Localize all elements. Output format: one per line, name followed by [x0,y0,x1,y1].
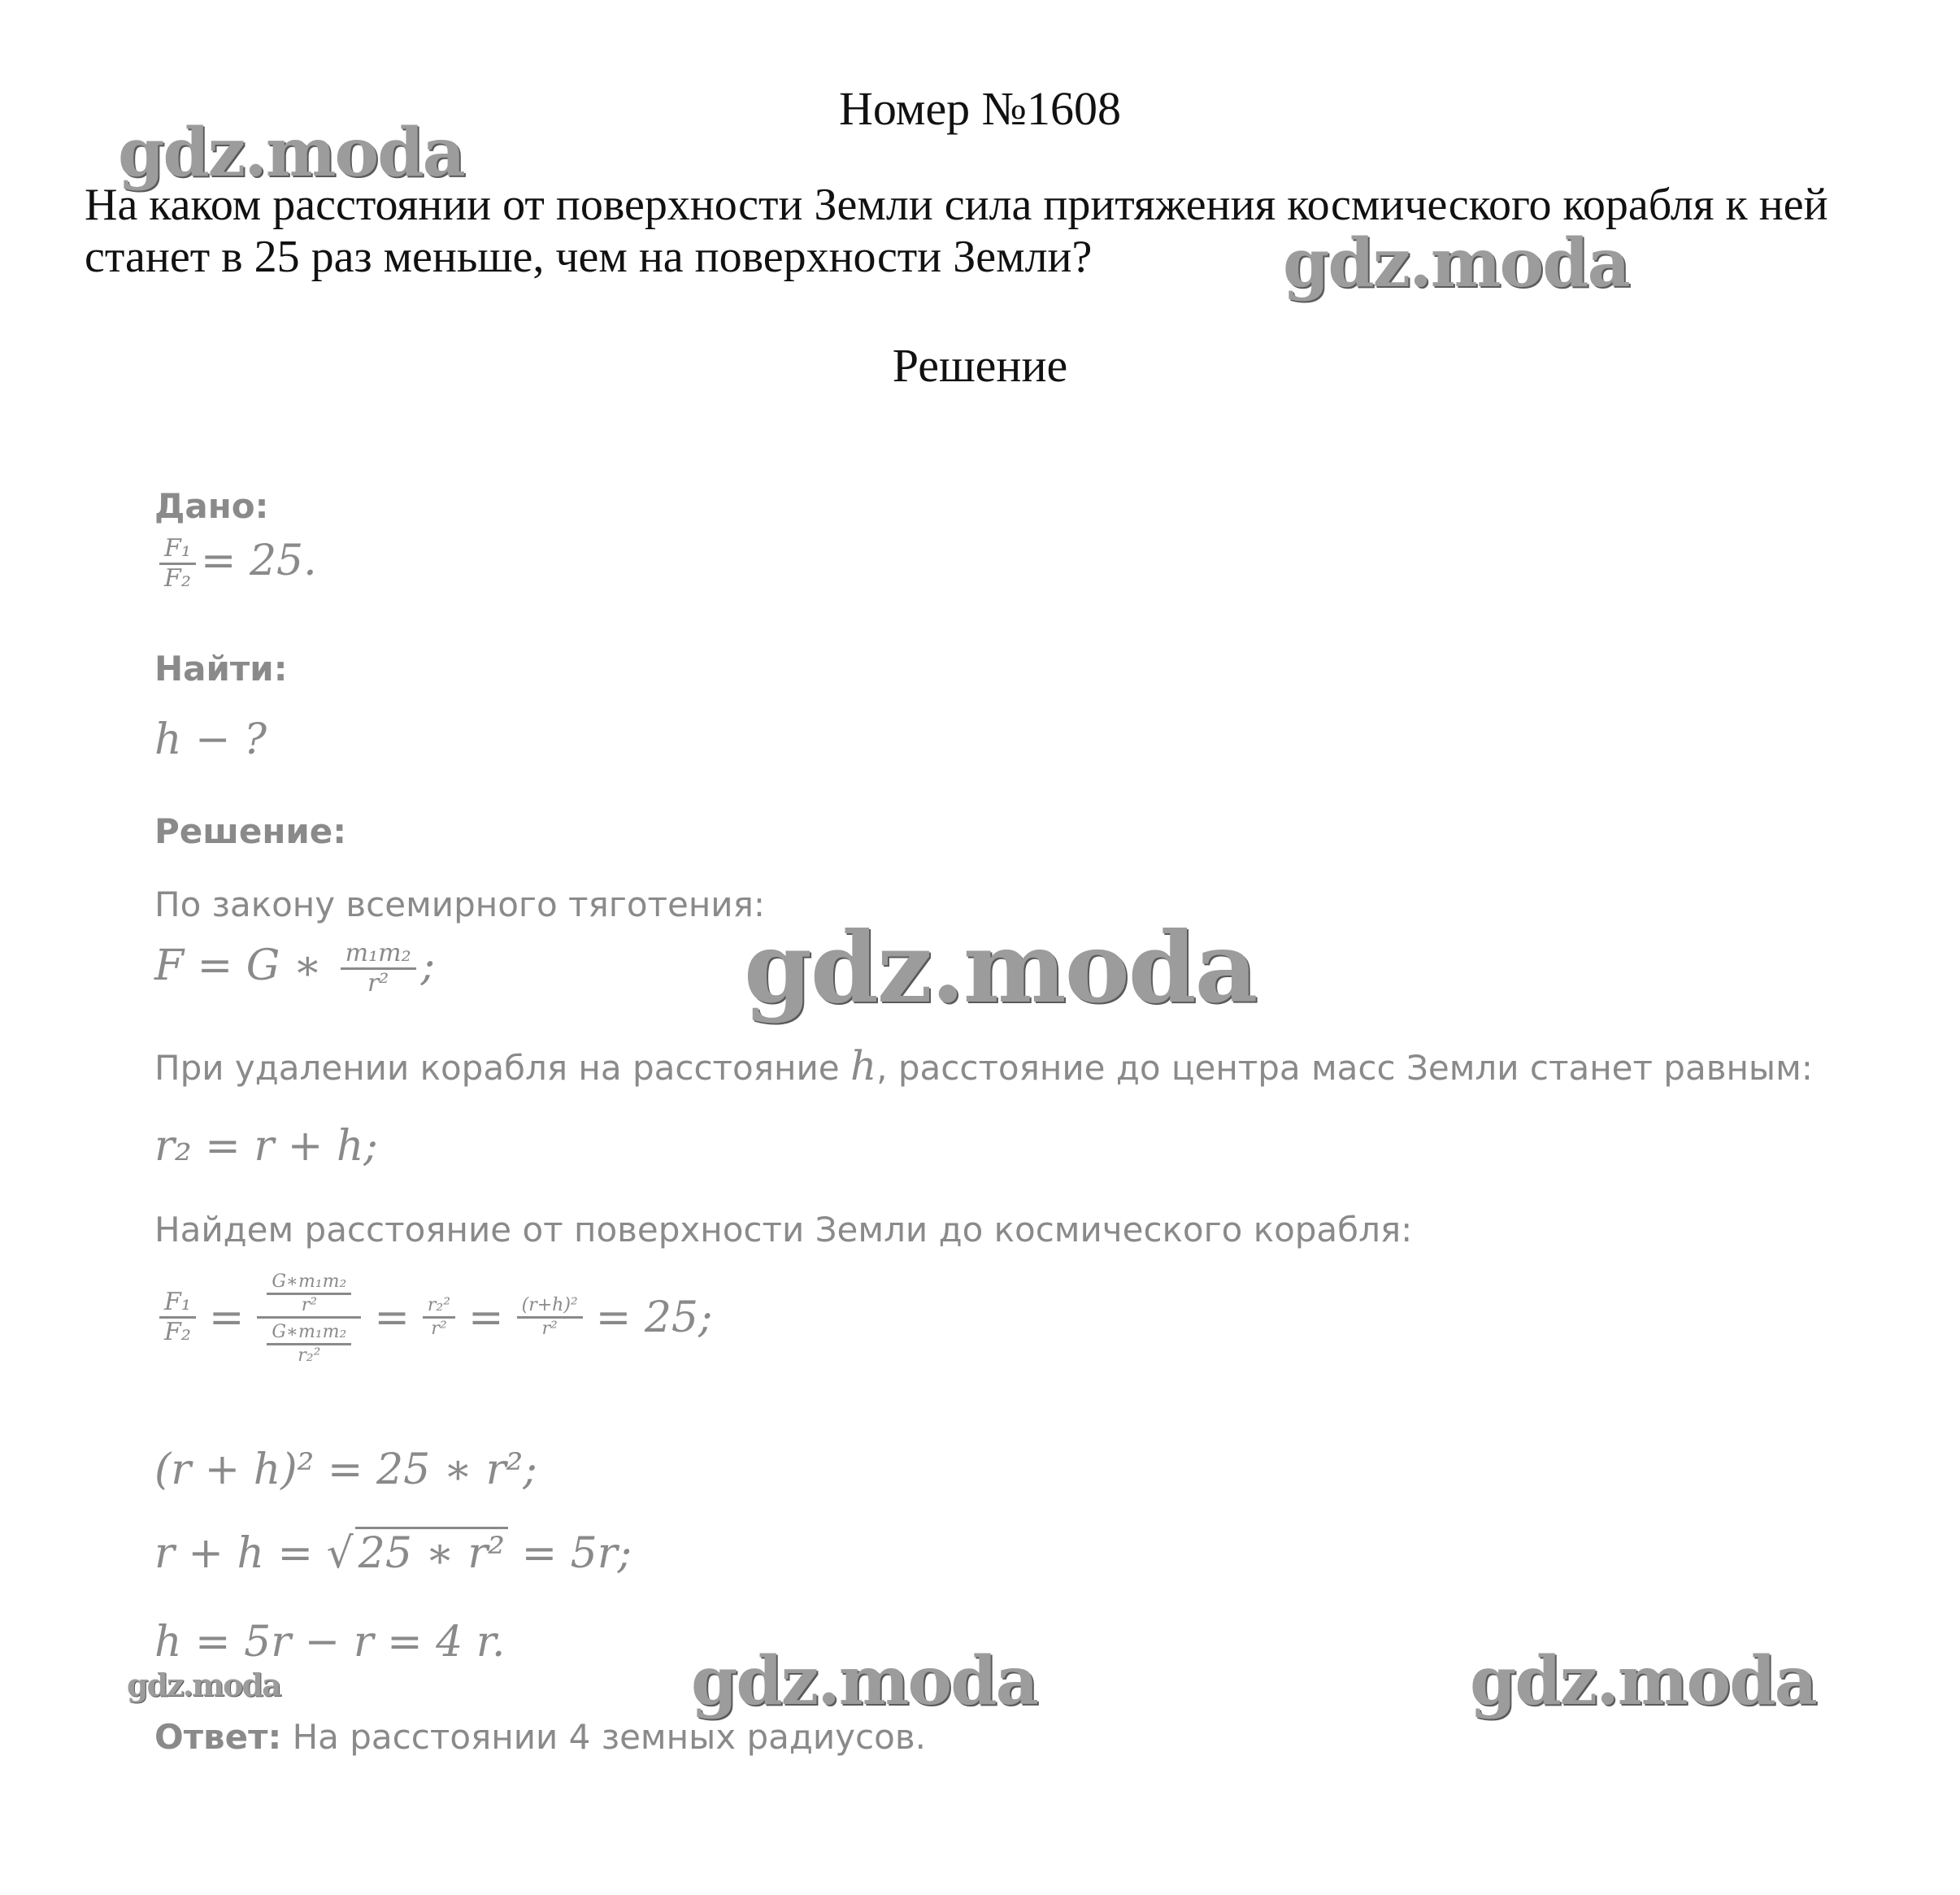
removal-text-b: , расстояние до центра масс Земли станет равным: [876,1048,1813,1088]
ratio-f2: F₂ [164,1318,191,1346]
ratio-rsq: r² [431,1319,447,1339]
answer-text: На расстоянии 4 земных радиусов. [281,1717,926,1757]
r2-equation: r₂ = r + h; [154,1122,378,1171]
find-distance-text: Найдем расстояние от поверхности Земли до космического корабля: [154,1210,1413,1250]
law-end: ; [420,941,436,990]
ratio-inner-num1: G∗m₁m₂ [267,1273,351,1295]
ratio-inner-den1: r² [301,1295,318,1315]
equation-2: r + h = √ 25 ∗ r² = 5r; [154,1527,632,1578]
find-label: Найти: [154,649,288,689]
ratio-r2sq: r₂² [423,1297,455,1319]
law-formula [154,941,435,996]
given-label: Дано: [154,486,269,526]
problem-number: Номер №1608 [838,82,1122,135]
problem-question: На каком расстоянии от поверхности Земли сила притяжения космического корабля к ней станет в 25 раз меньше, чем на поверхности Земли? [85,180,1828,282]
solution-label: Решение: [154,811,347,851]
given-eq: = 25. [200,537,317,585]
law-lhs: F = G ∗ [154,941,323,990]
watermark-logo: gdz.moda [744,911,1257,1025]
ratio-end: = 25; [595,1293,713,1342]
solution-heading: Решение [892,339,1068,392]
removal-h: h [850,1042,877,1089]
ratio-equation: $\frac{\text{F₁}}{\text{F₂}}$ = $\frac{\frac{\text{G∗m₁m₂}}{\text{r²}}}{\frac{\text{G∗m₁m₂}}{\text{r₂²}}}$ = $\frac{\text{r₂²}}{\text{r²}}$ = $\frac{\text{(r+h)²}}{\text{r²}}$ = 25; [154,1270,713,1365]
equation-1: (r + h)² = 25 ∗ r²; [154,1445,537,1494]
given-ratio [154,534,317,593]
eq2-rhs: = 5r; [521,1529,632,1578]
law-num: m₁m₂ [341,941,416,970]
removal-text-a: При удалении корабля на расстояние [154,1048,840,1088]
watermark-logo: gdz.moda [1283,224,1629,302]
removal-text [154,1042,1813,1089]
answer [154,1717,926,1757]
ratio-rhsq: (r+h)² [517,1297,583,1319]
watermark-logo: gdz.moda [691,1642,1037,1720]
ratio-inner-num2: G∗m₁m₂ [267,1323,351,1345]
watermark-logo: gdz.moda [118,114,464,192]
ratio-compound-fraction [257,1270,361,1365]
ratio-inner-den2: r₂² [298,1345,321,1366]
watermark-logo: gdz.moda [127,1667,280,1703]
eq2-lhs: r + h = [154,1529,314,1578]
law-den: r² [367,969,389,997]
ratio-rsq2: r² [541,1319,558,1339]
answer-label: Ответ: [154,1717,282,1757]
watermark-logo: gdz.moda [1470,1642,1816,1720]
equation-3: h = 5r − r = 4 r. [154,1618,506,1667]
ratio-f1: F₁ [159,1290,196,1319]
given-f2: F₂ [164,564,191,593]
law-text: По закону всемирного тяготения: [154,884,765,924]
find-value: h − ? [154,715,267,764]
eq2-root: 25 ∗ r² [355,1527,508,1578]
given-f1: F₁ [159,537,196,565]
